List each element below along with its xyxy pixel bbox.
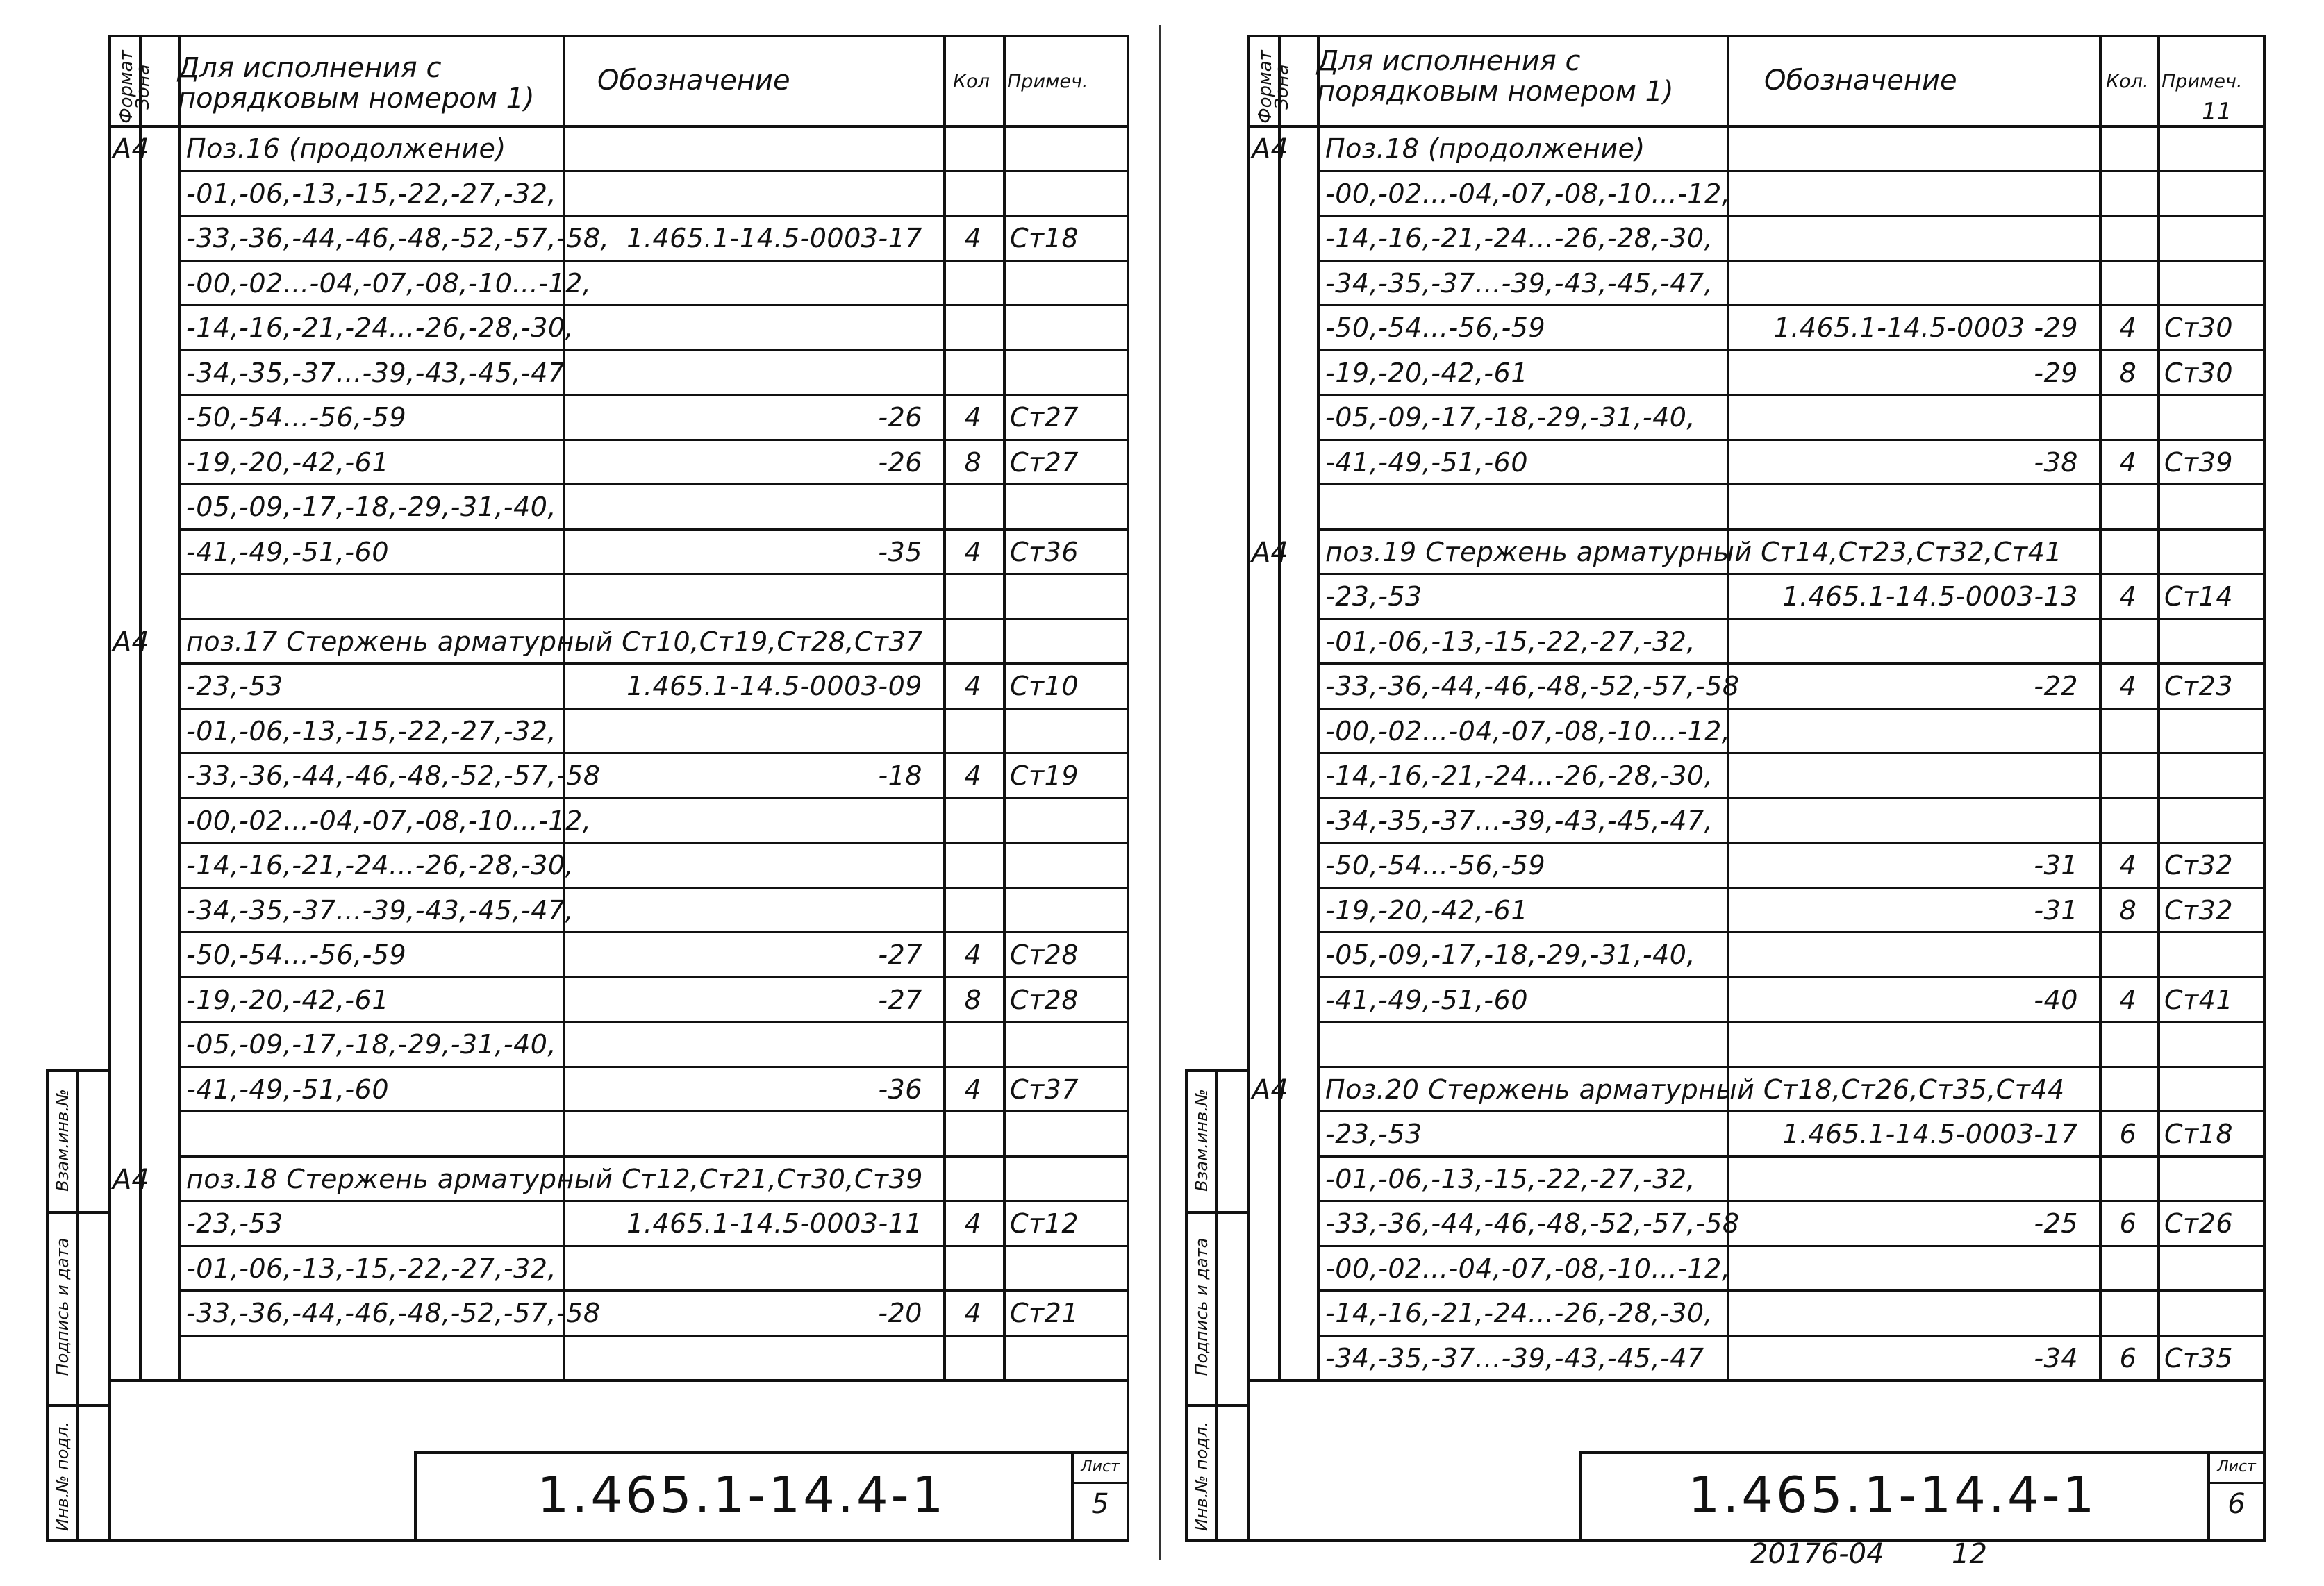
row-variant: -23,-53 xyxy=(186,671,283,701)
row-note: Ст30 xyxy=(2164,312,2234,343)
left-title-block xyxy=(414,1451,1127,1539)
left-header-zone: Зона xyxy=(133,64,153,110)
row-designation: 1.465.1-14.5-0003-11 xyxy=(626,1208,922,1239)
row-designation: -35 xyxy=(878,536,922,567)
row-note: Ст37 xyxy=(1010,1074,1079,1105)
table-row xyxy=(1250,304,2263,349)
row-note: Ст19 xyxy=(1010,760,1079,791)
row-designation: -36 xyxy=(878,1074,922,1105)
table-row xyxy=(1250,215,2263,260)
table-row xyxy=(1250,662,2263,708)
row-qty: 4 xyxy=(2119,984,2137,1015)
row-format: A4 xyxy=(1252,1074,1288,1106)
row-variant: -33,-36,-44,-46,-48,-52,-57,-58 xyxy=(186,760,601,791)
row-format: A4 xyxy=(1252,536,1288,569)
row-variant: -14,-16,-21,-24...-26,-28,-30, xyxy=(1325,760,1713,791)
table-row xyxy=(111,439,1127,484)
row-variant: -41,-49,-51,-60 xyxy=(1325,984,1528,1015)
table-row xyxy=(1250,618,2263,663)
row-variant: -33,-36,-44,-46,-48,-52,-57,-58 xyxy=(1325,671,1740,701)
table-row xyxy=(1250,1200,2263,1245)
right-sheet xyxy=(1247,35,2266,1542)
row-designation: -34 xyxy=(2034,1342,2078,1374)
row-variant: -05,-09,-17,-18,-29,-31,-40, xyxy=(186,492,557,522)
table-row xyxy=(1250,1110,2263,1155)
row-qty: 4 xyxy=(964,1074,982,1105)
row-variant: -19,-20,-42,-61 xyxy=(186,446,389,478)
row-designation: 1.465.1-14.5-0003-17 xyxy=(1782,1119,2078,1149)
table-row xyxy=(111,931,1127,976)
row-variant: -33,-36,-44,-46,-48,-52,-57,-58, xyxy=(186,223,610,253)
table-row xyxy=(111,976,1127,1021)
table-row xyxy=(111,1335,1127,1380)
row-designation: 1.465.1-14.5-0003-09 xyxy=(626,671,922,701)
row-designation: -27 xyxy=(878,940,922,970)
row-variant: -41,-49,-51,-60 xyxy=(1325,446,1528,478)
row-note: Ст23 xyxy=(2164,671,2234,701)
table-row xyxy=(111,1289,1127,1335)
right-header-page-mark: 11 xyxy=(2202,98,2232,126)
row-variant: -05,-09,-17,-18,-29,-31,-40, xyxy=(1325,940,1696,970)
row-variant: -19,-20,-42,-61 xyxy=(1325,894,1528,926)
table-row xyxy=(1250,976,2263,1021)
row-designation: -31 xyxy=(2034,850,2078,880)
row-note: Ст28 xyxy=(1010,984,1079,1015)
right-footer-number: 20176-04 xyxy=(1750,1538,1884,1570)
table-row xyxy=(111,842,1127,887)
row-variant: -01,-06,-13,-15,-22,-27,-32, xyxy=(186,1253,557,1284)
row-note: Ст32 xyxy=(2164,850,2234,880)
left-sheet-label: Лист xyxy=(1081,1458,1120,1476)
row-variant: -23,-53 xyxy=(1325,581,1422,612)
left-document-code: 1.465.1-14.4-1 xyxy=(537,1466,947,1524)
right-side-label-2: Подпись и дата xyxy=(1192,1237,1211,1376)
table-row xyxy=(1250,1021,2263,1066)
right-sheet-label: Лист xyxy=(2217,1458,2256,1476)
table-row xyxy=(111,1110,1127,1155)
row-variant: -05,-09,-17,-18,-29,-31,-40, xyxy=(186,1029,557,1060)
row-variant: Поз.16 (продолжение) xyxy=(186,133,506,164)
row-variant: -50,-54...-56,-59 xyxy=(1325,312,1546,343)
row-format: A4 xyxy=(113,626,149,658)
left-header-designation: Обозначение xyxy=(597,65,790,97)
right-header-format: Формат xyxy=(1255,50,1276,124)
row-designation: -29 xyxy=(2034,357,2078,388)
left-side-label-2: Подпись и дата xyxy=(53,1237,72,1376)
row-variant: -14,-16,-21,-24...-26,-28,-30, xyxy=(186,312,574,343)
row-variant: -23,-53 xyxy=(1325,1119,1422,1149)
table-row xyxy=(1250,887,2263,932)
row-variant: -14,-16,-21,-24...-26,-28,-30, xyxy=(1325,1298,1713,1328)
row-designation: -27 xyxy=(878,984,922,1015)
left-header-variant: Для исполнения с порядковым номером 1) xyxy=(178,52,535,115)
row-qty: 4 xyxy=(2119,850,2137,880)
left-sheet-number: 5 xyxy=(1091,1488,1109,1520)
table-row xyxy=(1250,573,2263,618)
row-qty: 4 xyxy=(2119,581,2137,612)
row-qty: 4 xyxy=(964,402,982,433)
row-variant: -23,-53 xyxy=(186,1208,283,1239)
row-designation: -38 xyxy=(2034,446,2078,478)
table-row xyxy=(111,125,1127,170)
row-note: Ст14 xyxy=(2164,581,2234,612)
table-row xyxy=(111,304,1127,349)
table-row xyxy=(1250,439,2263,484)
row-variant: -41,-49,-51,-60 xyxy=(186,536,389,567)
right-side-label-3: Инв.№ подл. xyxy=(1192,1421,1211,1531)
right-side-label-1: Взам.инв.№ xyxy=(1192,1089,1211,1192)
row-variant: -34,-35,-37...-39,-43,-45,-47, xyxy=(186,894,574,926)
row-qty: 4 xyxy=(2119,312,2137,343)
row-variant: -05,-09,-17,-18,-29,-31,-40, xyxy=(1325,402,1696,433)
table-row xyxy=(111,752,1127,797)
row-qty: 8 xyxy=(2119,894,2137,926)
table-row xyxy=(111,349,1127,394)
table-row xyxy=(111,797,1127,842)
row-variant: -14,-16,-21,-24...-26,-28,-30, xyxy=(186,850,574,880)
row-qty: 6 xyxy=(2119,1119,2137,1149)
right-header-qty: Кол. xyxy=(2106,71,2149,92)
row-note: Ст39 xyxy=(2164,446,2234,478)
row-note: Ст12 xyxy=(1010,1208,1079,1239)
right-header-note: Примеч. xyxy=(2161,71,2243,92)
row-qty: 4 xyxy=(964,940,982,970)
row-qty: 4 xyxy=(964,760,982,791)
table-row xyxy=(1250,260,2263,305)
right-header-designation: Обозначение xyxy=(1764,65,1957,97)
row-format: A4 xyxy=(113,133,149,165)
row-designation: -31 xyxy=(2034,894,2078,926)
left-side-strip xyxy=(46,1069,111,1542)
right-header-variant: Для исполнения с порядковым номером 1) xyxy=(1317,45,1674,108)
row-variant: -01,-06,-13,-15,-22,-27,-32, xyxy=(1325,1163,1696,1194)
right-side-strip xyxy=(1185,1069,1250,1542)
table-row xyxy=(111,528,1127,574)
right-title-block xyxy=(1579,1451,2263,1539)
row-variant: -19,-20,-42,-61 xyxy=(1325,357,1528,388)
table-row xyxy=(1250,797,2263,842)
left-side-label-3: Инв.№ подл. xyxy=(53,1421,72,1531)
row-variant: -33,-36,-44,-46,-48,-52,-57,-58 xyxy=(186,1298,601,1328)
row-note: Ст10 xyxy=(1010,671,1079,701)
table-row xyxy=(1250,1245,2263,1290)
row-designation: -18 xyxy=(878,760,922,791)
row-designation: -20 xyxy=(878,1298,922,1328)
table-row xyxy=(111,618,1127,663)
row-variant: поз.19 Стержень арматурный Ст14,Ст23,Ст32,Ст41 xyxy=(1325,536,2062,567)
row-designation: 1.465.1-14.5-0003-17 xyxy=(626,223,922,253)
row-qty: 8 xyxy=(2119,357,2137,388)
row-variant: -50,-54...-56,-59 xyxy=(1325,850,1546,880)
table-row xyxy=(111,887,1127,932)
table-row xyxy=(111,1155,1127,1201)
table-row xyxy=(1250,752,2263,797)
table-row xyxy=(1250,170,2263,215)
row-note: Ст32 xyxy=(2164,894,2234,926)
table-row xyxy=(111,1200,1127,1245)
row-designation: 1.465.1-14.5-0003-13 xyxy=(1782,581,2078,612)
row-note: Ст27 xyxy=(1010,402,1079,433)
table-row xyxy=(111,394,1127,439)
row-variant: -14,-16,-21,-24...-26,-28,-30, xyxy=(1325,223,1713,253)
table-row xyxy=(1250,1066,2263,1111)
table-row xyxy=(1250,1335,2263,1380)
left-header-note: Примеч. xyxy=(1007,71,1088,92)
row-variant: -50,-54...-56,-59 xyxy=(186,940,407,970)
row-qty: 8 xyxy=(964,446,982,478)
right-header-zone: Зона xyxy=(1272,64,1293,110)
left-side-label-1: Взам.инв.№ xyxy=(53,1089,72,1192)
row-qty: 4 xyxy=(2119,446,2137,478)
row-note: Ст36 xyxy=(1010,536,1079,567)
row-designation: -40 xyxy=(2034,984,2078,1015)
row-note: Ст35 xyxy=(2164,1342,2234,1374)
left-header-format: Формат xyxy=(116,50,137,124)
table-row xyxy=(1250,1155,2263,1201)
table-row xyxy=(1250,125,2263,170)
table-row xyxy=(1250,349,2263,394)
row-note: Ст18 xyxy=(1010,223,1079,253)
table-row xyxy=(111,1245,1127,1290)
row-format: A4 xyxy=(113,1163,149,1196)
row-note: Ст18 xyxy=(2164,1119,2234,1149)
table-row xyxy=(1250,394,2263,439)
right-sheet-number: 6 xyxy=(2227,1488,2246,1520)
table-row xyxy=(111,1066,1127,1111)
table-row xyxy=(111,662,1127,708)
row-variant: -00,-02...-04,-07,-08,-10...-12, xyxy=(1325,178,1731,209)
table-row xyxy=(1250,931,2263,976)
row-variant: -34,-35,-37...-39,-43,-45,-47, xyxy=(1325,267,1713,299)
row-qty: 4 xyxy=(964,536,982,567)
row-variant: -00,-02...-04,-07,-08,-10...-12, xyxy=(186,805,592,836)
row-variant: -34,-35,-37...-39,-43,-45,-47, xyxy=(1325,805,1713,836)
row-designation: -26 xyxy=(878,402,922,433)
table-row xyxy=(111,708,1127,753)
row-variant: -41,-49,-51,-60 xyxy=(186,1074,389,1105)
row-variant: поз.17 Стержень арматурный Ст10,Ст19,Ст28,Ст37 xyxy=(186,626,923,657)
row-variant: -01,-06,-13,-15,-22,-27,-32, xyxy=(1325,626,1696,657)
row-variant: -00,-02...-04,-07,-08,-10...-12, xyxy=(1325,715,1731,746)
row-variant: поз.18 Стержень арматурный Ст12,Ст21,Ст30,Ст39 xyxy=(186,1163,923,1194)
table-row xyxy=(111,573,1127,618)
row-variant: -01,-06,-13,-15,-22,-27,-32, xyxy=(186,178,557,209)
row-note: Ст30 xyxy=(2164,357,2234,388)
table-row xyxy=(111,483,1127,528)
center-fold-line xyxy=(1159,25,1161,1560)
left-sheet xyxy=(108,35,1129,1542)
row-note: Ст27 xyxy=(1010,446,1079,478)
row-qty: 8 xyxy=(964,984,982,1015)
right-document-code: 1.465.1-14.4-1 xyxy=(1688,1466,2098,1524)
table-row xyxy=(111,170,1127,215)
row-variant: -34,-35,-37...-39,-43,-45,-47 xyxy=(186,357,565,388)
table-row xyxy=(111,1021,1127,1066)
row-variant: -01,-06,-13,-15,-22,-27,-32, xyxy=(186,715,557,746)
row-qty: 4 xyxy=(964,1208,982,1239)
right-footer-page: 12 xyxy=(1952,1538,1987,1570)
row-qty: 4 xyxy=(2119,671,2137,701)
row-designation: -26 xyxy=(878,446,922,478)
row-qty: 4 xyxy=(964,671,982,701)
row-designation: 1.465.1-14.5-0003 -29 xyxy=(1773,312,2078,343)
table-row xyxy=(1250,528,2263,574)
row-designation: -25 xyxy=(2034,1208,2078,1239)
table-row xyxy=(111,215,1127,260)
table-row xyxy=(1250,842,2263,887)
row-note: Ст28 xyxy=(1010,940,1079,970)
table-row xyxy=(1250,1289,2263,1335)
row-qty: 4 xyxy=(964,223,982,253)
row-variant: -34,-35,-37...-39,-43,-45,-47 xyxy=(1325,1342,1704,1374)
left-header-qty: Кол xyxy=(953,71,990,92)
row-note: Ст26 xyxy=(2164,1208,2234,1239)
row-designation: -22 xyxy=(2034,671,2078,701)
row-format: A4 xyxy=(1252,133,1288,165)
row-variant: Поз.20 Стержень арматурный Ст18,Ст26,Ст35,Ст44 xyxy=(1325,1074,2065,1105)
table-row xyxy=(1250,483,2263,528)
row-variant: Поз.18 (продолжение) xyxy=(1325,133,1645,164)
row-qty: 6 xyxy=(2119,1208,2137,1239)
table-row xyxy=(111,260,1127,305)
row-variant: -19,-20,-42,-61 xyxy=(186,984,389,1015)
row-note: Ст41 xyxy=(2164,984,2234,1015)
row-variant: -00,-02...-04,-07,-08,-10...-12, xyxy=(186,267,592,299)
table-row xyxy=(1250,708,2263,753)
row-variant: -50,-54...-56,-59 xyxy=(186,402,407,433)
row-variant: -33,-36,-44,-46,-48,-52,-57,-58 xyxy=(1325,1208,1740,1239)
row-qty: 6 xyxy=(2119,1342,2137,1374)
row-note: Ст21 xyxy=(1010,1298,1079,1328)
row-qty: 4 xyxy=(964,1298,982,1328)
row-variant: -00,-02...-04,-07,-08,-10...-12, xyxy=(1325,1253,1731,1284)
